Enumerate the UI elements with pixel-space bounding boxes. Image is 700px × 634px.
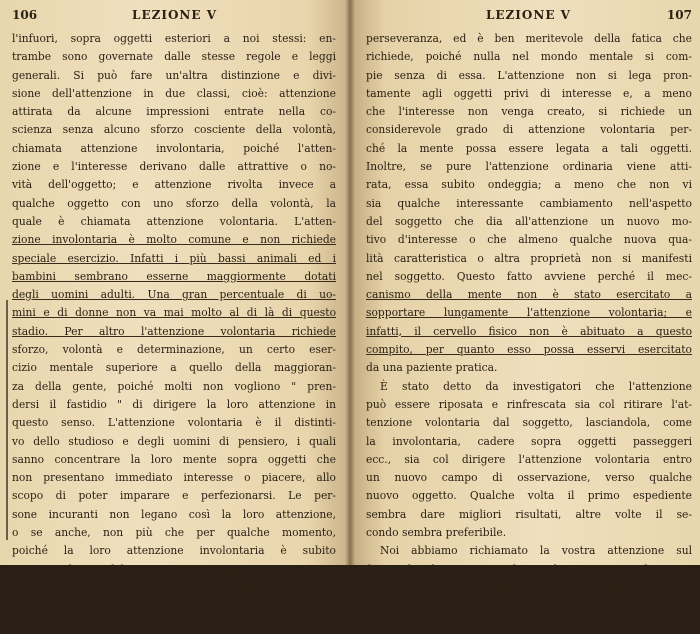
text-line: cizio mentale superiore a quello della maggioran- bbox=[12, 361, 336, 375]
text-line: scopo di poter imparare e perfezionarsi. Le per- bbox=[12, 489, 336, 503]
text-line: del soggetto che dia all'attenzione un nuovo mo- bbox=[366, 214, 692, 228]
pencil-margin-mark bbox=[6, 300, 8, 540]
text-line: Noi abbiamo richiamato la vostra attenzione sul bbox=[380, 544, 692, 558]
text-line: vità dell'oggetto; e attenzione rivolta invece a bbox=[12, 178, 336, 192]
text-line: stadio. Per altro l'attenzione volontaria richiede bbox=[12, 324, 336, 338]
text-line: o se anche, non più che per qualche momento, bbox=[12, 526, 336, 540]
text-line: sione dell'attenzione in due classi, cioè: attenzione bbox=[12, 86, 336, 100]
text-line: qualche oggetto con uno sforzo della volontà, la bbox=[12, 196, 336, 210]
text-line: bambini sembrano esserne maggiormente dotati bbox=[12, 269, 336, 283]
text-line: richiede, poiché nulla nel mondo mentale si com- bbox=[366, 50, 692, 64]
text-line: sforzo, volontà e determinazione, un certo eser- bbox=[12, 343, 336, 357]
text-line: la involontaria, cadere sopra oggetti passeggeri bbox=[366, 434, 692, 448]
text-line: che l'interesse non venga creato, si richiede un bbox=[366, 105, 692, 119]
text-line: È stato detto da investigatori che l'attenzione bbox=[380, 379, 692, 393]
text-line: poiché la loro attenzione involontaria è subito bbox=[12, 544, 336, 558]
text-line: chiamata attenzione involontaria, poiché l'atten- bbox=[12, 141, 336, 155]
text-line: nuovo oggetto. Qualche volta il primo espediente bbox=[366, 489, 692, 503]
text-line: questo senso. L'attenzione volontaria è il distinti- bbox=[12, 416, 336, 430]
text-line: lità caratteristica o altra proprietà non si manifesti bbox=[366, 251, 692, 265]
text-line: ché la mente possa essere legata a tali oggetti. bbox=[366, 141, 692, 155]
left-body-text bbox=[12, 30, 336, 634]
text-line: pie senza di essa. L'attenzione non si lega pron- bbox=[366, 68, 692, 82]
text-line: può essere riposata e rinfrescata sia col ritirare l'at- bbox=[366, 397, 692, 411]
book-gutter bbox=[345, 0, 355, 565]
right-body-text bbox=[366, 30, 692, 634]
text-line: sopportare lungamente l'attenzione volontaria; e bbox=[366, 306, 692, 320]
text-line: speciale esercizio. Infatti i più bassi animali ed i bbox=[12, 251, 336, 265]
text-line: scienza senza alcuno sforzo cosciente della volontà, bbox=[12, 123, 336, 137]
text-line: sanno concentrare la loro mente sopra oggetti che bbox=[12, 452, 336, 466]
text-line: sembra dare migliori risultati, altre volte il se- bbox=[366, 507, 692, 521]
text-line: ecc., sia col dirigere l'attenzione volontaria entro bbox=[366, 452, 692, 466]
text-line: condo sembra preferibile. bbox=[366, 526, 507, 540]
text-line: richiede un più grande sforzo e maggiore applica- bbox=[366, 599, 692, 613]
text-line: degli uomini adulti. Una gran percentuale di uo- bbox=[12, 288, 336, 302]
text-line: generali. Si può fare un'altra distinzione e divi- bbox=[12, 68, 336, 82]
text-line: fatto che l'interesse sviluppa l'attenzione e la tiene bbox=[366, 562, 692, 576]
text-line: tamente agli oggetti privi di interesse e, a meno bbox=[366, 86, 692, 100]
text-line: za della gente, poiché molti non vogliono " pren- bbox=[12, 379, 336, 393]
text-line: attirata da qualche oggetto passeggero senza im- bbox=[12, 562, 336, 576]
text-line: zione. Questo fatto appare chiaro a chiunque, ed bbox=[366, 617, 692, 631]
text-line: canismo della mente non è stato esercitato a bbox=[366, 288, 692, 302]
text-line: da una paziente pratica. bbox=[366, 361, 498, 375]
text-line: quale è chiamata attenzione volontaria. L'atten- bbox=[12, 214, 336, 228]
text-line: infatti, il cervello fisico non è abituato a questo bbox=[366, 324, 692, 338]
left-page-number: 106 bbox=[12, 8, 38, 22]
text-line: zione e l'interesse derivano dalle attrattive o no- bbox=[12, 160, 336, 174]
text-line: l'infuori, sopra oggetti esteriori a noi stessi: en- bbox=[12, 32, 336, 45]
text-line: vo dello studioso e degli uomini di pensiero, i quali bbox=[12, 434, 336, 448]
text-line: fissa, mentre un oggetto o soggetto senza interesse bbox=[366, 580, 692, 594]
right-page bbox=[350, 0, 700, 631]
right-running-title: LEZIONE V bbox=[485, 8, 571, 22]
text-line: Inoltre, se pure l'attenzione ordinaria viene atti- bbox=[366, 160, 692, 174]
text-line: sone incuranti non legano così la loro attenzione, bbox=[12, 507, 336, 521]
text-line: rata, essa subito ondeggia; a meno che non vi bbox=[366, 178, 692, 192]
left-running-head bbox=[12, 8, 336, 24]
text-line: taria tosto svanisce ed è dimenticata. L'atten- bbox=[12, 599, 336, 613]
text-line: dersi il fastidio " di dirigere la loro attenzione in bbox=[12, 397, 336, 411]
text-line: trambe sono governate dalle stesse regole e leggi bbox=[12, 50, 336, 64]
text-line: non presentano immediato interesse o piacere, allo bbox=[12, 471, 336, 485]
text-line: perseveranza, ed è ben meritevole della fatica che bbox=[366, 32, 692, 45]
text-line: zione involontaria è molto comune e non richiede bbox=[12, 233, 336, 247]
text-line: considerevole grado di attenzione volontaria per- bbox=[366, 123, 692, 137]
right-running-head bbox=[366, 8, 692, 24]
right-page-number: 107 bbox=[666, 8, 692, 22]
text-line: tivo d'interesse o che almeno qualche nuova qua- bbox=[366, 233, 692, 247]
text-line: zione volontaria è sviluppata colla pratica e la bbox=[12, 617, 336, 631]
text-line: compito, per quanto esso possa esservi esercitato bbox=[366, 343, 692, 357]
left-running-title: LEZIONE V bbox=[132, 8, 218, 22]
text-line: un nuovo campo di osservazione, verso qualche bbox=[366, 471, 692, 485]
text-line: portanza o di frivola natura, e l'attenzione volon- bbox=[12, 580, 336, 594]
text-line: attirata da alcune impressioni entrate nella co- bbox=[12, 105, 336, 119]
text-line: tenzione volontaria dal soggetto, lasciandola, come bbox=[366, 416, 692, 430]
left-page bbox=[0, 0, 350, 631]
text-line: mini e di donne non va mai molto al di là di questo bbox=[12, 306, 336, 320]
text-line: nel soggetto. Questo fatto avviene perché il mec- bbox=[366, 269, 692, 283]
text-line: sia qualche interessante cambiamento nell'aspetto bbox=[366, 196, 692, 210]
